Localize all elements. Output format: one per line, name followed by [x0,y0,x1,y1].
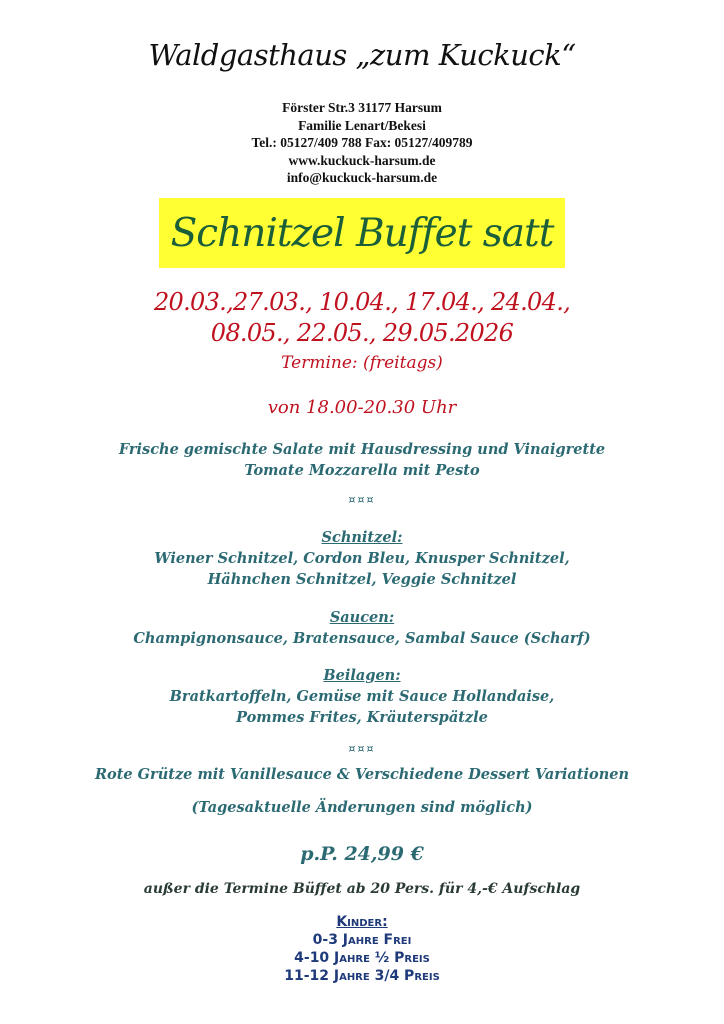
salads-line-2: Tomate Mozzarella mit Pesto [244,462,480,479]
schnitzel-line-2: Hähnchen Schnitzel, Veggie Schnitzel [207,571,517,588]
surcharge-note: außer die Termine Büffet ab 20 Pers. für 4,-€ Aufschlag [143,881,581,897]
address: Förster Str.3 31177 Harsum [282,100,442,115]
family-name: Familie Lenart/Bekesi [298,117,426,133]
separator-1: ¤¤¤ [348,493,376,506]
contact-block [0,99,724,187]
beilagen-block [0,665,724,728]
saucen-block [0,607,724,649]
kids-line-2: 4-10 Jahre ½ Preis [294,950,430,966]
page-title: Schnitzel Buffet satt [170,210,554,256]
kids-heading: Kinder: [336,914,388,930]
title-banner [159,198,565,268]
saucen-heading: Saucen: [329,609,395,626]
kids-block [0,913,724,985]
dessert-line: Rote Grütze mit Vanillesauce & Verschiedene Dessert Variationen [94,766,630,783]
beilagen-line-2: Pommes Frites, Kräuterspätzle [236,709,488,726]
schnitzel-line-1: Wiener Schnitzel, Cordon Bleu, Knusper Schnitzel, [154,550,570,567]
kids-line-1: 0-3 Jahre Frei [312,932,412,948]
salads-block [0,439,724,481]
schnitzel-block [0,527,724,590]
dates-line-1: 20.03.,27.03., 10.04., 17.04., 24.04., [153,288,571,316]
price: p.P. 24,99 € [300,843,424,865]
separator-2: ¤¤¤ [348,742,376,755]
changes-note: (Tagesaktuelle Änderungen sind möglich) [191,799,533,816]
email-link[interactable]: info@kuckuck-harsum.de [286,170,438,185]
kids-line-3: 11-12 Jahre 3/4 Preis [284,968,440,984]
schnitzel-heading: Schnitzel: [321,529,403,546]
dates-note: Termine: (freitags) [281,353,443,373]
saucen-line: Champignonsauce, Bratensauce, Sambal Sauce (Scharf) [133,630,591,647]
salads-line-1: Frische gemischte Salate mit Hausdressing und Vinaigrette [118,441,606,458]
restaurant-name: Waldgasthaus „zum Kuckuck“ [148,38,576,72]
beilagen-heading: Beilagen: [323,667,401,684]
dates-line-2: 08.05., 22.05., 29.05.2026 [210,319,514,347]
beilagen-line-1: Bratkartoffeln, Gemüse mit Sauce Hollandaise, [169,688,555,705]
website-link[interactable]: www.kuckuck-harsum.de [288,152,436,168]
dates-block [0,287,724,349]
time-range: von 18.00-20.30 Uhr [267,397,457,418]
phone-fax: Tel.: 05127/409 788 Fax: 05127/409789 [251,135,473,150]
